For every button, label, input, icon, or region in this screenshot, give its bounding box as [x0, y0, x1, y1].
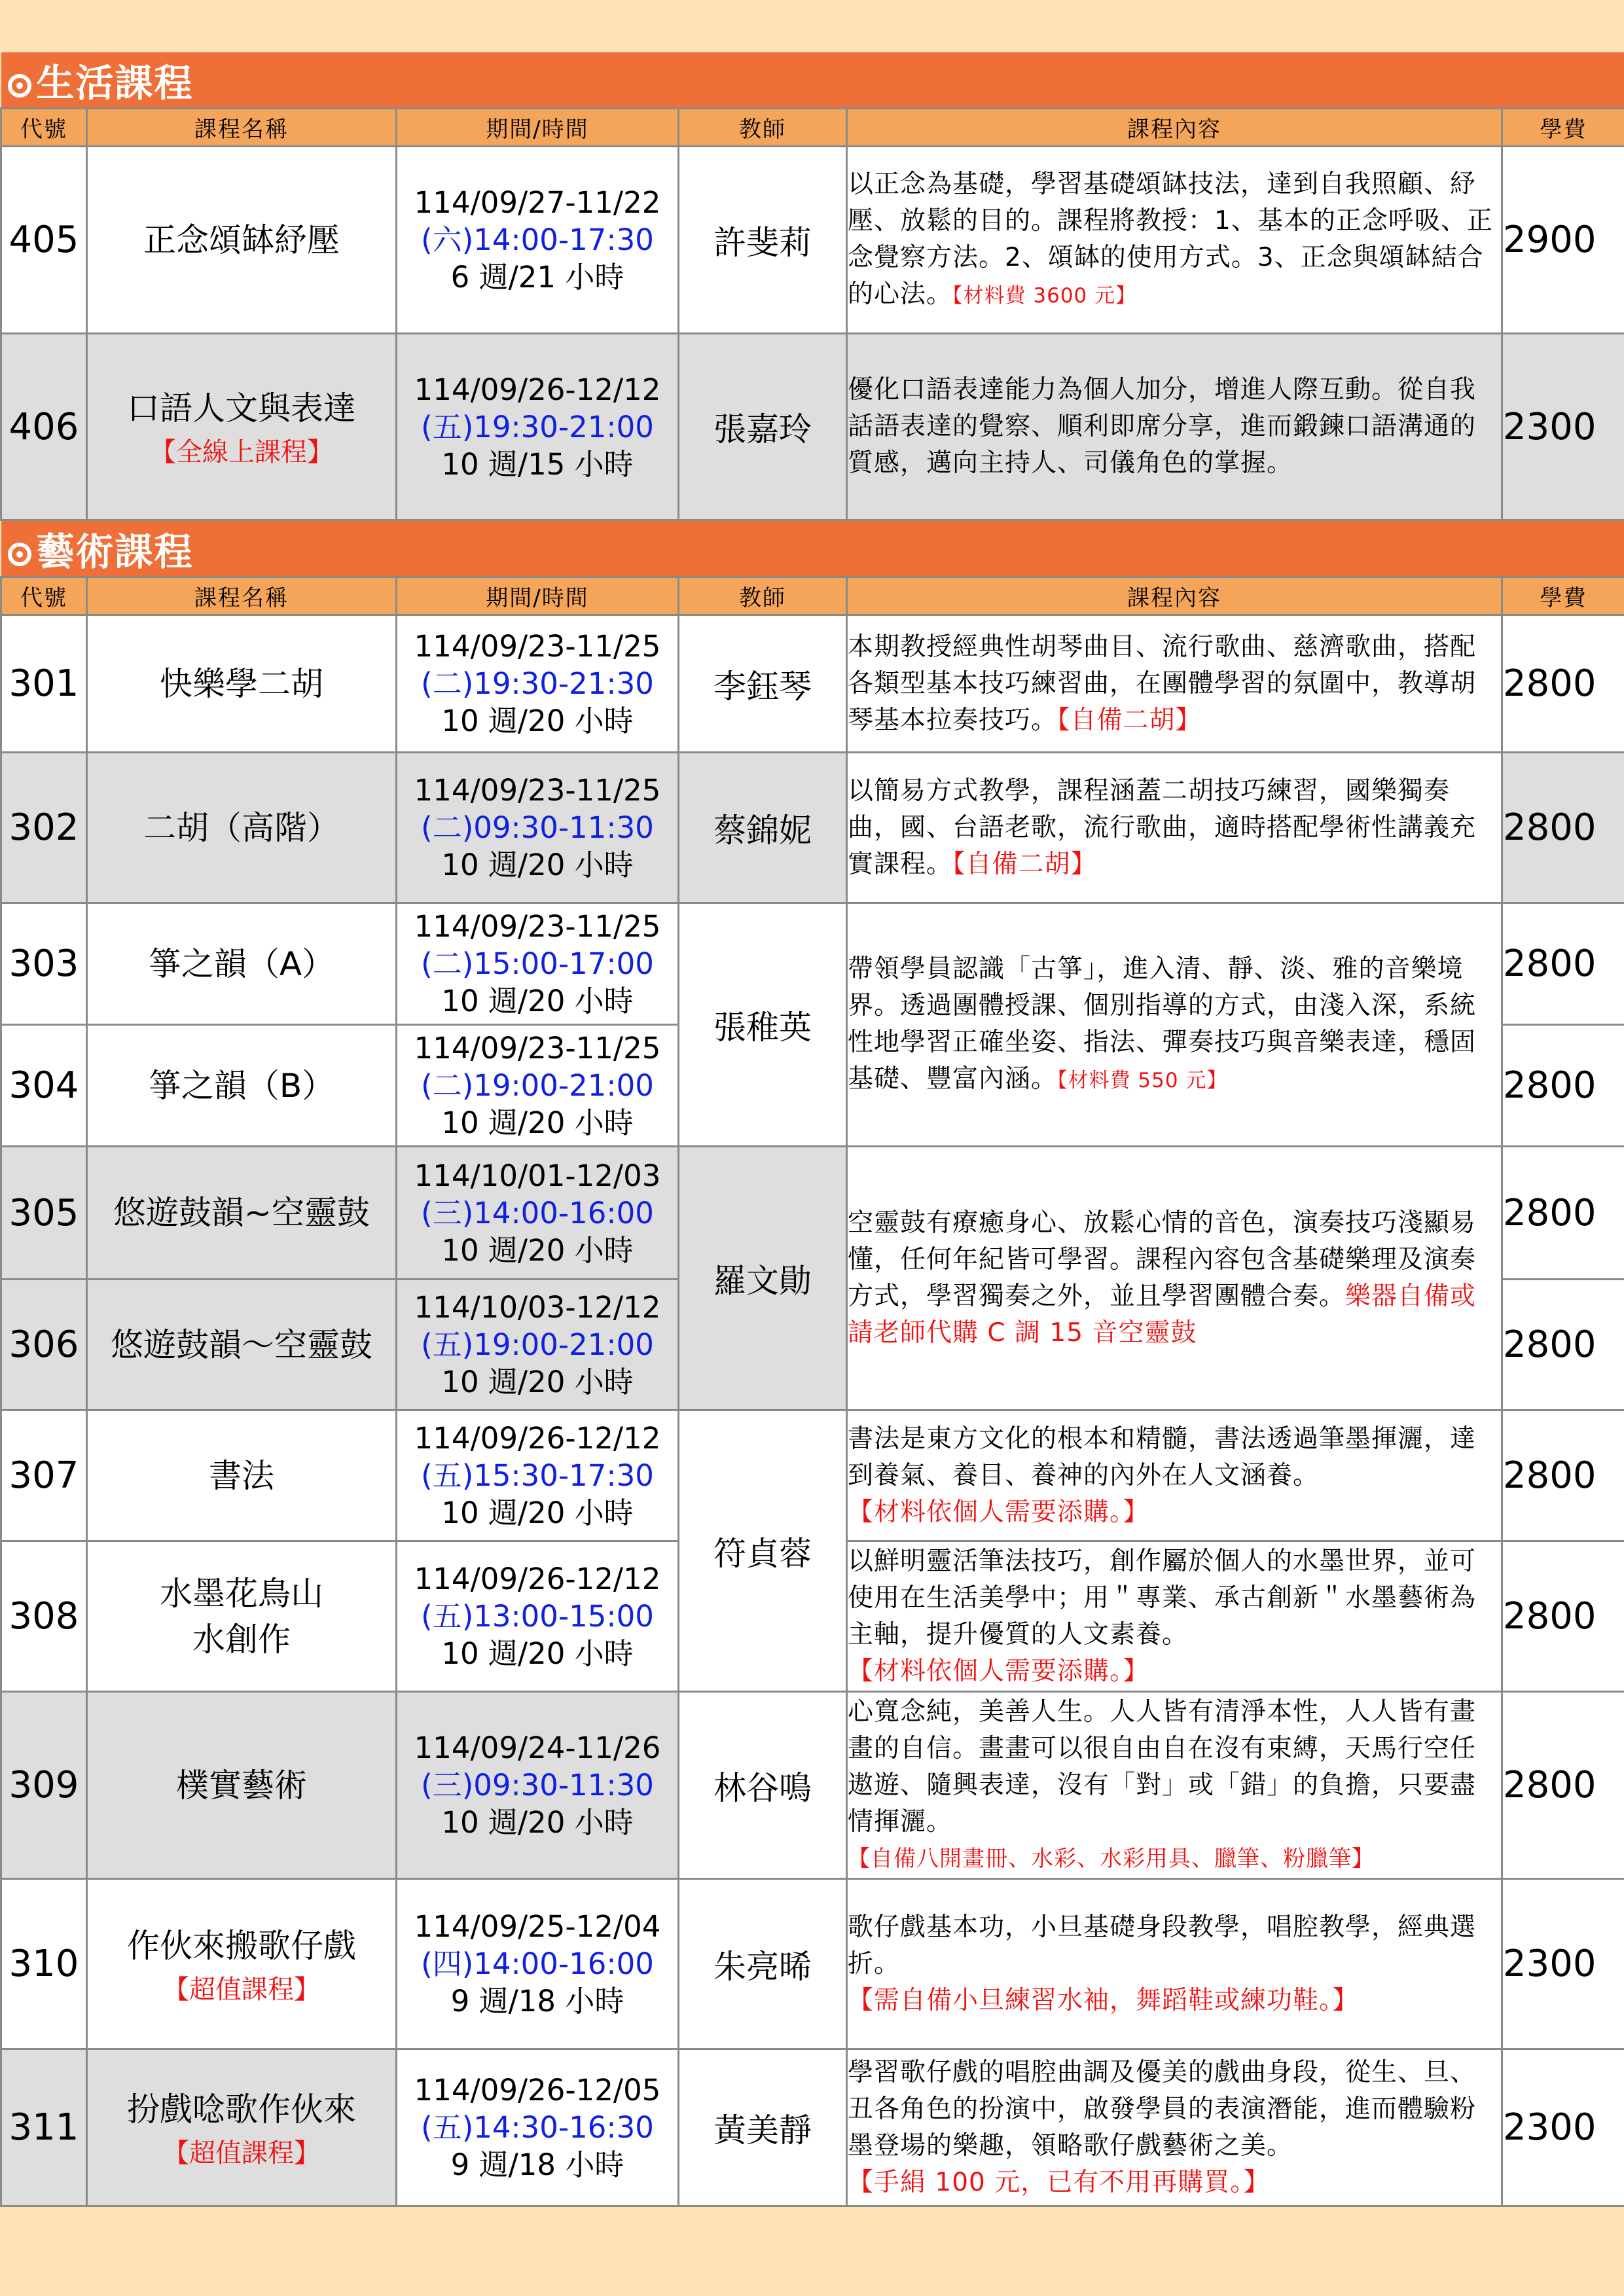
course-period: 114/09/23-11/25 (二)19:30-21:30 10 週/20 小時: [397, 615, 679, 753]
course-code: 303: [1, 903, 87, 1025]
course-content: 以簡易方式教學，課程涵蓋二胡技巧練習，國樂獨奏曲，國、台語老歌，流行歌曲，適時搭配學術性講義充實課程。【自備二胡】: [847, 753, 1502, 903]
header-period: 期間/時間: [397, 109, 679, 147]
course-teacher: 許斐莉: [679, 147, 847, 334]
bullet-icon: [8, 74, 31, 98]
course-fee: 2300: [1502, 1879, 1624, 2049]
course-content: 空靈鼓有療癒身心、放鬆心情的音色，演奏技巧淺顯易懂，任何年紀皆可學習。課程內容包含基礎樂理及演奏方式，學習獨奏之外，並且學習團體合奏。樂器自備或請老師代購 C 調 15 音空靈鼓: [847, 1147, 1502, 1410]
course-fee: 2900: [1502, 147, 1624, 334]
course-period: 114/09/27-11/22 (六)14:00-17:30 6 週/21 小時: [397, 147, 679, 334]
course-name: 箏之韻（A）: [87, 903, 397, 1025]
course-name: 口語人文與表達 【全線上課程】: [87, 334, 397, 520]
course-fee: 2800: [1502, 1410, 1624, 1541]
course-note: 樂器自備或請老師代購 C 調 15 音空靈鼓: [848, 1282, 1477, 1348]
course-period: 114/09/25-12/04 (四)14:00-16:00 9 週/18 小時: [397, 1879, 679, 2049]
course-teacher: 羅文勛: [679, 1147, 847, 1410]
course-fee: 2800: [1502, 1025, 1624, 1147]
course-fee: 2800: [1502, 1280, 1624, 1410]
header-fee: 學費: [1502, 577, 1624, 615]
course-code: 405: [1, 147, 87, 334]
course-row: [1, 753, 1624, 903]
course-code: 308: [1, 1541, 87, 1692]
course-name: 悠遊鼓韻～空靈鼓: [87, 1280, 397, 1410]
header-row: [1, 577, 1624, 615]
course-note: 【自備八開畫冊、水彩、水彩用具、臘筆、粉臘筆】: [848, 1845, 1375, 1872]
course-content: 歌仔戲基本功，小旦基礎身段教學，唱腔教學，經典選折。 【需自備小旦練習水袖，舞蹈鞋或練功鞋。】: [847, 1879, 1502, 2049]
course-content: 書法是東方文化的根本和精髓，書法透過筆墨揮灑，達到養氣、養目、養神的內外在人文涵養。 【材料依個人需要添購。】: [847, 1410, 1502, 1541]
course-note: 【材料依個人需要添購。】: [848, 1497, 1149, 1527]
course-content: 以正念為基礎，學習基礎頌缽技法，達到自我照顧、紓壓、放鬆的目的。課程將教授：1、基本的正念呼吸、正念覺察方法。2、頌缽的使用方式。3、正念與頌缽結合的心法。【材料費 3600 元】: [847, 147, 1502, 334]
header-content: 課程內容: [847, 109, 1502, 147]
course-row: [1, 1410, 1624, 1541]
course-code: 302: [1, 753, 87, 903]
bullet-icon: [8, 543, 31, 566]
course-name: 作伙來搬歌仔戲 【超值課程】: [87, 1879, 397, 2049]
course-fee: 2300: [1502, 2049, 1624, 2206]
course-teacher: 朱亮晞: [679, 1879, 847, 2049]
header-name: 課程名稱: [87, 109, 397, 147]
header-content: 課程內容: [847, 577, 1502, 615]
course-teacher: 張稚英: [679, 903, 847, 1147]
course-row: [1, 1692, 1624, 1879]
course-name: 書法: [87, 1410, 397, 1541]
course-period: 114/10/03-12/12 (五)19:00-21:00 10 週/20 小時: [397, 1280, 679, 1410]
course-name: 水墨花鳥山水創作: [87, 1541, 397, 1692]
course-row: [1, 147, 1624, 334]
course-note: 【自備二胡】: [1057, 705, 1202, 735]
course-code: 406: [1, 334, 87, 520]
course-note: 【手絹 100 元，已有不用再購買。】: [848, 2167, 1270, 2197]
section-title-life: 生活課程: [1, 52, 1624, 109]
course-note: 【自備二胡】: [952, 849, 1097, 879]
header-row: [1, 109, 1624, 147]
header-code: 代號: [1, 577, 87, 615]
course-fee: 2800: [1502, 615, 1624, 753]
course-code: 301: [1, 615, 87, 753]
course-code: 310: [1, 1879, 87, 2049]
course-teacher: 張嘉玲: [679, 334, 847, 520]
course-fee: 2300: [1502, 334, 1624, 520]
header-name: 課程名稱: [87, 577, 397, 615]
course-period: 114/09/23-11/25 (二)19:00-21:00 10 週/20 小時: [397, 1025, 679, 1147]
course-row: [1, 334, 1624, 520]
course-teacher: 蔡錦妮: [679, 753, 847, 903]
course-note: 【材料費 550 元】: [1057, 1068, 1228, 1092]
course-name: 快樂學二胡: [87, 615, 397, 753]
course-period: 114/10/01-12/03 (三)14:00-16:00 10 週/20 小時: [397, 1147, 679, 1280]
course-teacher: 符貞蓉: [679, 1410, 847, 1692]
course-code: 306: [1, 1280, 87, 1410]
course-row: [1, 1879, 1624, 2049]
course-row: [1, 1147, 1624, 1280]
course-tag: 【全線上課程】: [150, 437, 333, 467]
course-fee: 2800: [1502, 903, 1624, 1025]
course-page: [0, 52, 1624, 2207]
course-period: 114/09/26-12/12 (五)15:30-17:30 10 週/20 小時: [397, 1410, 679, 1541]
course-tag: 【超值課程】: [163, 2138, 320, 2168]
course-code: 309: [1, 1692, 87, 1879]
course-content: 本期教授經典性胡琴曲目、流行歌曲、慈濟歌曲，搭配各類型基本技巧練習曲，在團體學習的氛圍中，教導胡琴基本拉奏技巧。【自備二胡】: [847, 615, 1502, 753]
course-code: 304: [1, 1025, 87, 1147]
course-name: 箏之韻（B）: [87, 1025, 397, 1147]
course-name: 悠遊鼓韻~空靈鼓: [87, 1147, 397, 1280]
course-row: [1, 2049, 1624, 2206]
course-fee: 2800: [1502, 753, 1624, 903]
course-name: 二胡（高階）: [87, 753, 397, 903]
course-period: 114/09/26-12/12 (五)13:00-15:00 10 週/20 小時: [397, 1541, 679, 1692]
course-period: 114/09/26-12/05 (五)14:30-16:30 9 週/18 小時: [397, 2049, 679, 2206]
course-content: 優化口語表達能力為個人加分，增進人際互動。從自我話語表達的覺察、順利即席分享，進而鍛鍊口語溝通的質感，邁向主持人、司儀角色的掌握。: [847, 334, 1502, 520]
course-content: 以鮮明靈活筆法技巧，創作屬於個人的水墨世界，並可使用在生活美學中；用＂專業、承古創新＂水墨藝術為主軸，提升優質的人文素養。 【材料依個人需要添購。】: [847, 1541, 1502, 1692]
course-content: 心寬念純，美善人生。人人皆有清淨本性，人人皆有畫畫的自信。畫畫可以很自由自在沒有束縛，天馬行空任遨遊、隨興表達，沒有「對」或「錯」的負擔，只要盡情揮灑。 【自備八開畫冊、水彩、水彩用具、臘筆、粉臘筆】: [847, 1692, 1502, 1879]
course-name: 樸實藝術: [87, 1692, 397, 1879]
header-teacher: 教師: [679, 577, 847, 615]
course-teacher: 李鈺琴: [679, 615, 847, 753]
header-period: 期間/時間: [397, 577, 679, 615]
course-note: 【需自備小旦練習水袖，舞蹈鞋或練功鞋。】: [848, 1985, 1359, 2015]
course-table: [0, 52, 1624, 2207]
course-name: 扮戲唸歌作伙來 【超值課程】: [87, 2049, 397, 2206]
course-teacher: 黃美靜: [679, 2049, 847, 2206]
course-teacher: 林谷鳴: [679, 1692, 847, 1879]
course-row: [1, 615, 1624, 753]
section-title-art: 藝術課程: [1, 520, 1624, 577]
course-period: 114/09/24-11/26 (三)09:30-11:30 10 週/20 小時: [397, 1692, 679, 1879]
course-content: 學習歌仔戲的唱腔曲調及優美的戲曲身段，從生、旦、丑各角色的扮演中，啟發學員的表演潛能，進而體驗粉墨登場的樂趣，領略歌仔戲藝術之美。 【手絹 100 元，已有不用再購買。】: [847, 2049, 1502, 2206]
course-period: 114/09/23-11/25 (二)09:30-11:30 10 週/20 小時: [397, 753, 679, 903]
course-name: 正念頌缽紓壓: [87, 147, 397, 334]
header-teacher: 教師: [679, 109, 847, 147]
header-fee: 學費: [1502, 109, 1624, 147]
course-tag: 【超值課程】: [163, 1974, 320, 2005]
course-fee: 2800: [1502, 1147, 1624, 1280]
course-period: 114/09/23-11/25 (二)15:00-17:00 10 週/20 小時: [397, 903, 679, 1025]
course-period: 114/09/26-12/12 (五)19:30-21:00 10 週/15 小時: [397, 334, 679, 520]
course-note: 【材料依個人需要添購。】: [848, 1656, 1149, 1686]
course-note: 【材料費 3600 元】: [952, 283, 1137, 308]
course-code: 307: [1, 1410, 87, 1541]
course-fee: 2800: [1502, 1541, 1624, 1692]
course-row: [1, 903, 1624, 1025]
header-code: 代號: [1, 109, 87, 147]
course-content: 帶領學員認識「古箏」，進入清、靜、淡、雅的音樂境界。透過團體授課、個別指導的方式，由淺入深，系統性地學習正確坐姿、指法、彈奏技巧與音樂表達，穩固基礎、豐富內涵。【材料費 550 元】: [847, 903, 1502, 1147]
course-code: 305: [1, 1147, 87, 1280]
course-code: 311: [1, 2049, 87, 2206]
course-fee: 2800: [1502, 1692, 1624, 1879]
